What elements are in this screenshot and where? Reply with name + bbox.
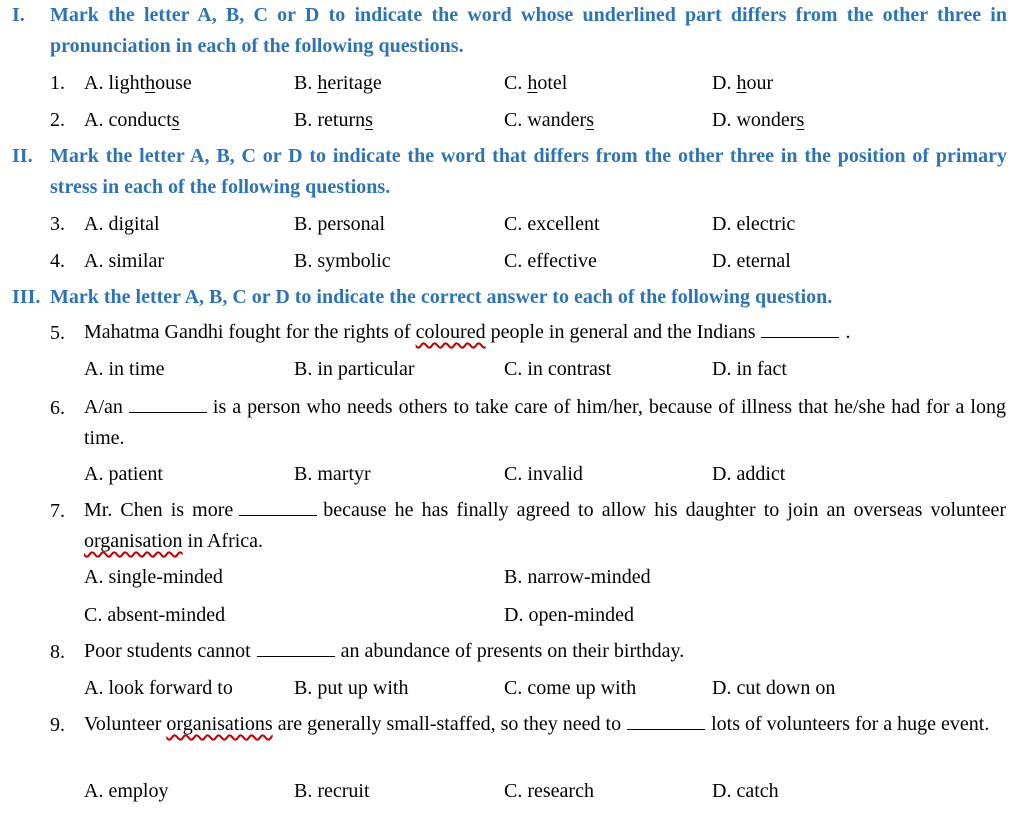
option-c[interactable]: C. come up with bbox=[504, 677, 637, 699]
option-a[interactable]: A. single-minded bbox=[84, 566, 223, 588]
answer-blank bbox=[129, 398, 207, 413]
option-c[interactable]: C. wanders bbox=[504, 109, 594, 131]
option-c[interactable]: C. absent-minded bbox=[84, 604, 226, 626]
option-a[interactable]: A. similar bbox=[84, 250, 164, 272]
option-a[interactable]: A. lighthouse bbox=[84, 72, 192, 94]
answer-blank bbox=[257, 642, 335, 657]
question-number: 7. bbox=[50, 500, 65, 522]
option-d[interactable]: D. catch bbox=[712, 780, 779, 802]
section-2-roman: II. bbox=[12, 145, 33, 167]
option-b[interactable]: B. martyr bbox=[294, 463, 371, 485]
option-a[interactable]: A. patient bbox=[84, 463, 163, 485]
question-number: 3. bbox=[50, 213, 65, 235]
option-c[interactable]: C. effective bbox=[504, 250, 597, 272]
question-number: 4. bbox=[50, 250, 65, 272]
option-c[interactable]: C. research bbox=[504, 780, 594, 802]
question-number: 2. bbox=[50, 109, 65, 131]
option-d[interactable]: D. open-minded bbox=[504, 604, 634, 626]
section-3-roman: III. bbox=[12, 286, 41, 308]
option-b[interactable]: B. symbolic bbox=[294, 250, 391, 272]
section-1-heading bbox=[12, 0, 1007, 62]
question-stem: A/an is a person who needs others to take care of him/her, because of illness that he/she had for a long time. bbox=[84, 396, 1006, 449]
option-b[interactable]: B. personal bbox=[294, 213, 386, 235]
answer-blank bbox=[239, 501, 317, 516]
section-3-heading bbox=[12, 282, 1007, 313]
option-c[interactable]: C. excellent bbox=[504, 213, 600, 235]
option-d[interactable]: D. hour bbox=[712, 72, 774, 94]
option-d[interactable]: D. wonders bbox=[712, 109, 805, 131]
option-b[interactable]: B. returns bbox=[294, 109, 373, 131]
answer-blank bbox=[761, 323, 839, 338]
option-a[interactable]: A. look forward to bbox=[84, 677, 233, 699]
question-stem: Mahatma Gandhi fought for the rights of coloured people in general and the Indians . bbox=[84, 321, 851, 343]
section-1-instruction: Mark the letter A, B, C or D to indicate the word whose underlined part differs from the other three in pronunciation in each of the following questions. bbox=[50, 4, 1007, 57]
option-c[interactable]: C. in contrast bbox=[504, 358, 612, 380]
option-c[interactable]: C. hotel bbox=[504, 72, 568, 94]
option-b[interactable]: B. narrow-minded bbox=[504, 566, 651, 588]
option-a[interactable]: A. employ bbox=[84, 780, 169, 802]
option-b[interactable]: B. in particular bbox=[294, 358, 415, 380]
question-stem: Mr. Chen is more because he has finally agreed to allow his daughter to join an overseas volunteer organisation in Africa. bbox=[84, 499, 1006, 552]
option-d[interactable]: D. eternal bbox=[712, 250, 791, 272]
question-number: 6. bbox=[50, 397, 65, 419]
question-number: 1. bbox=[50, 72, 65, 94]
question-number: 5. bbox=[50, 322, 65, 344]
option-b[interactable]: B. recruit bbox=[294, 780, 370, 802]
section-2-heading bbox=[12, 141, 1007, 203]
section-1-roman: I. bbox=[12, 4, 25, 26]
option-d[interactable]: D. electric bbox=[712, 213, 796, 235]
option-d[interactable]: D. in fact bbox=[712, 358, 787, 380]
option-d[interactable]: D. addict bbox=[712, 463, 786, 485]
question-number: 9. bbox=[50, 714, 65, 736]
option-b[interactable]: B. heritage bbox=[294, 72, 382, 94]
answer-blank bbox=[627, 715, 705, 730]
question-stem: Volunteer organisations are generally small-staffed, so they need to lots of volunteers for a huge event. bbox=[84, 713, 990, 735]
option-a[interactable]: A. digital bbox=[84, 213, 160, 235]
option-b[interactable]: B. put up with bbox=[294, 677, 409, 699]
option-a[interactable]: A. conducts bbox=[84, 109, 180, 131]
question-stem: Poor students cannot an abundance of presents on their birthday. bbox=[84, 640, 685, 662]
question-number: 8. bbox=[50, 641, 65, 663]
section-2-instruction: Mark the letter A, B, C or D to indicate the word that differs from the other three in the position of primary stress in each of the following questions. bbox=[50, 145, 1007, 198]
option-c[interactable]: C. invalid bbox=[504, 463, 583, 485]
section-3-instruction: Mark the letter A, B, C or D to indicate the correct answer to each of the following question. bbox=[50, 286, 833, 308]
option-d[interactable]: D. cut down on bbox=[712, 677, 836, 699]
option-a[interactable]: A. in time bbox=[84, 358, 165, 380]
